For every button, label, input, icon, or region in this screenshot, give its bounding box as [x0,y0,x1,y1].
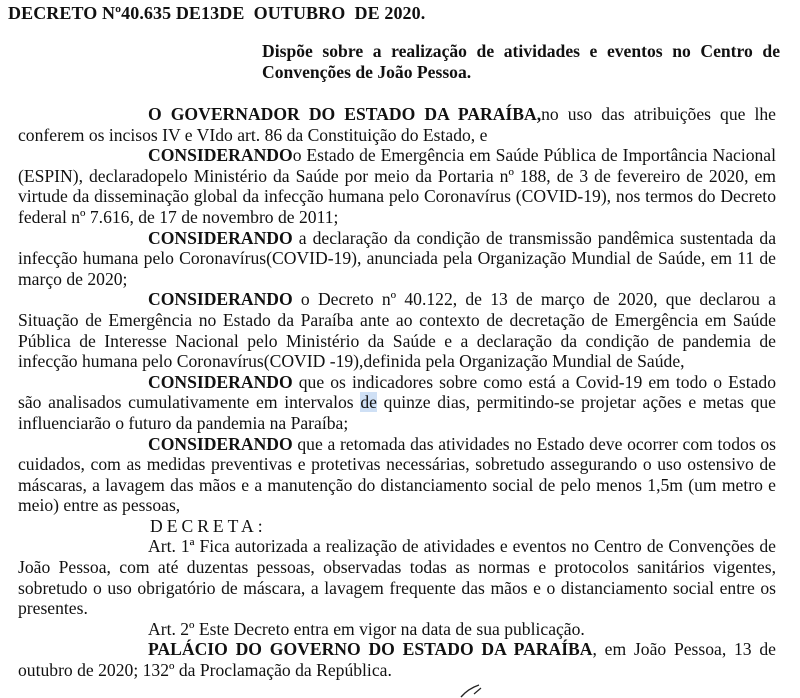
decree-title: DECRETO Nº40.635 DE13DE OUTUBRO DE 2020. [8,3,426,23]
decree-body [18,104,776,681]
considerando-lead: CONSIDERANDO [148,371,293,392]
considerando-paragraph [18,228,776,290]
closing-text: , em João Pessoa, 13 de outubro de 2020; 132º da Proclamação da República. [18,639,776,681]
considerando-text: que os indicadores sobre como está a Covid-19 em todo o Estado são analisados cumulativamente em intervalos [18,371,776,413]
considerando-text: que a retomada das atividades no Estado deve ocorrer com todos os cuidados, com as medidas preventivas e protetivas necessárias, sobretudo assegurando o uso ostensivo de máscaras, a lavagem das mãos e a manutenção do distanciamento social de pelo menos 1,5m (um metro e meio) entre as pessoas, [18,433,776,516]
decreta-heading: DECRETA: [150,515,267,536]
considerando-lead: CONSIDERANDO [148,433,293,454]
preamble-paragraph [18,104,776,145]
considerando-text: o Estado de Emergência em Saúde Pública de Importância Nacional (ESPIN), declaradopelo Ministério da Saúde por meio da Portaria nº 188, de 3 de fevereiro de 2020, em virtude da disseminação global da infecção humana pelo Coronavírus (COVID-19), nos termos do Decreto federal nº 7.616, de 17 de novembro de 2011; [18,145,776,227]
decree-summary: Dispõe sobre a realização de atividades e eventos no Centro de Convenções de João Pessoa. [262,41,780,82]
considerando-lead: CONSIDERANDO [148,289,293,310]
considerando-paragraph [18,145,776,227]
article-2: Art. 2º Este Decreto entra em vigor na data de sua publicação. [148,618,585,639]
preamble-text: no uso das atribuições que lhe conferem os incisos IV e VIdo art. 86 da Constituição do Estado, e [18,104,776,145]
considerando-paragraph [18,289,776,371]
closing-lead: PALÁCIO DO GOVERNO DO ESTADO DA PARAÍBA [148,639,593,660]
considerando-text: o Decreto nº 40.122, de 13 de março de 2020, que declarou a Situação de Emergência no Estado da Paraíba ante ao contexto de decretação de Emergência em Saúde Pública de Interesse Nacional pelo Ministério da Saúde e a declaração da condição de pandemia de infecção humana pelo Coronavírus(COVID -19),definida pela Organização Mundial de Saúde, [18,289,776,372]
signature-fragment-icon [459,684,483,698]
considerando-text-continued: quinze dias, permitindo-se projetar ações e metas que influenciarão o futuro da pandemia na Paraíba; [18,392,776,433]
considerando-lead: CONSIDERANDO [148,145,293,166]
considerando-paragraph [18,372,776,434]
considerando-lead: CONSIDERANDO [148,227,293,248]
considerando-paragraph [18,434,776,516]
closing-paragraph [18,639,776,680]
considerando-text: a declaração da condição de transmissão pandêmica sustentada da infecção humana pelo Coronavírus(COVID-19), anunciada pela Organização Mundial de Saúde, em 11 de março de 2020; [18,227,776,289]
article-1: Art. 1ª Fica autorizada a realização de atividades e eventos no Centro de Convenções de João Pessoa, com até duzentas pessoas, observadas todas as normas e protocolos sanitários vigentes, sobretudo o uso obrigatório de máscara, a lavagem frequente das mãos e o distanciamento social entre os presentes. [18,536,776,619]
text-selection-highlight[interactable]: de [360,392,377,413]
preamble-lead: O GOVERNADOR DO ESTADO DA PARAÍBA, [148,104,542,124]
